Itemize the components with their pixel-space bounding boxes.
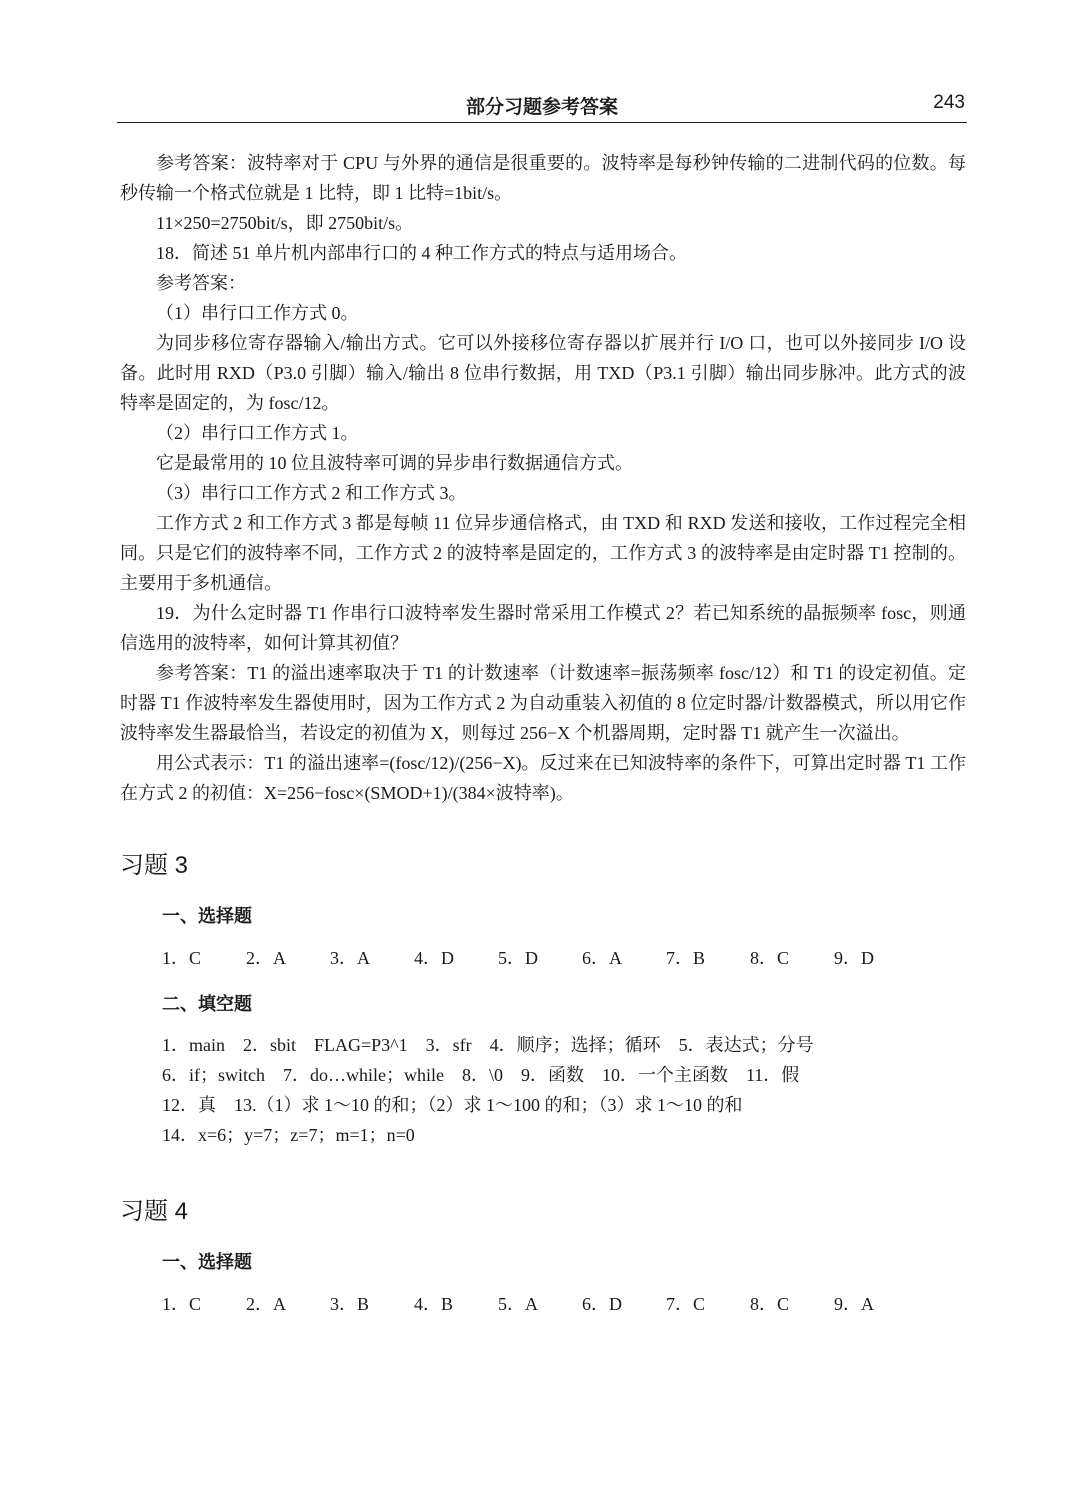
- paragraph: （3）串行口工作方式 2 和工作方式 3。: [156, 483, 467, 503]
- answer-item: 7．B: [666, 948, 706, 968]
- answer-item: 1．C: [162, 1294, 202, 1314]
- paragraph: 参考答案：T1 的溢出速率取决于 T1 的计数速率（计数速率=振荡频率 fosc/12）和 T1 的设定初值。定时器 T1 作波特率发生器使用时，因为工作方式 2 为自动重装入初值的 8 位定时器/计数器模式，所以用它作波特率发生器最恰当，若设定的初值为 X，则每过 256−X 个机器周期，定时器 T1 就产生一次溢出。: [120, 663, 966, 743]
- paragraph: 工作方式 2 和工作方式 3 都是每帧 11 位异步通信格式，由 TXD 和 RXD 发送和接收，工作过程完全相同。只是它们的波特率不同，工作方式 2 的波特率是固定的，工作方式 3 的波特率是由定时器 T1 控制的。主要用于多机通信。: [120, 513, 966, 593]
- paragraph: 18．简述 51 单片机内部串行口的 4 种工作方式的特点与适用场合。: [156, 243, 687, 263]
- paragraph: 11×250=2750bit/s，即 2750bit/s。: [156, 213, 414, 233]
- answer-item: 4．D: [414, 948, 454, 968]
- fill-line: 1．main 2．sbit FLAG=P3^1 3．sfr 4．顺序；选择；循环 5．表达式；分号: [162, 1035, 814, 1055]
- answer-item: 4．B: [414, 1294, 454, 1314]
- fill-line: 14．x=6；y=7；z=7；m=1；n=0: [162, 1125, 415, 1145]
- answer-item: 5．A: [498, 1294, 538, 1314]
- section-title-4: 习题 4: [120, 1198, 189, 1225]
- paragraph: 参考答案：: [156, 273, 246, 293]
- running-title: 部分习题参考答案: [465, 97, 618, 118]
- answer-item: 2．A: [246, 1294, 286, 1314]
- answer-item: 5．D: [498, 948, 538, 968]
- answer-item: 3．B: [330, 1294, 370, 1314]
- paragraph: （2）串行口工作方式 1。: [156, 423, 359, 443]
- section-title-3: 习题 3: [120, 852, 189, 879]
- fill-line: 12．真 13.（1）求 1～10 的和；（2）求 1～100 的和；（3）求 1～10 的和: [162, 1095, 743, 1115]
- answer-text-block: [120, 148, 966, 808]
- fill-answers-3: [162, 1030, 966, 1150]
- paragraph: 19．为什么定时器 T1 作串行口波特率发生器时常采用工作模式 2？若已知系统的晶振频率 fosc，则通信选用的波特率，如何计算其初值？: [120, 603, 966, 653]
- page-number: 243: [933, 92, 965, 113]
- page-body: [120, 148, 966, 1320]
- choice-answers-3: [162, 942, 966, 974]
- paragraph: 为同步移位寄存器输入/输出方式。它可以外接移位寄存器以扩展并行 I/O 口，也可以外接同步 I/O 设备。此时用 RXD（P3.0 引脚）输入/输出 8 位串行数据，用 TXD（P3.1 引脚）输出同步脉冲。此方式的波特率是固定的，为 fosc/12。: [120, 333, 966, 413]
- choice-heading-4: 一、选择题: [162, 1252, 252, 1272]
- paragraph: 参考答案：波特率对于 CPU 与外界的通信是很重要的。波特率是每秒钟传输的二进制代码的位数。每秒传输一个格式位就是 1 比特，即 1 比特=1bit/s。: [120, 153, 966, 203]
- paragraph: （1）串行口工作方式 0。: [156, 303, 359, 323]
- paragraph: 它是最常用的 10 位且波特率可调的异步串行数据通信方式。: [156, 453, 633, 473]
- choice-answers-4: [162, 1288, 966, 1320]
- paragraph: 用公式表示：T1 的溢出速率=(fosc/12)/(256−X)。反过来在已知波特率的条件下，可算出定时器 T1 工作在方式 2 的初值：X=256−fosc×(SMOD+1)/(384×波特率)。: [120, 753, 966, 803]
- fill-heading-3: 二、填空题: [162, 994, 252, 1014]
- answer-item: 6．D: [582, 1294, 622, 1314]
- answer-item: 9．D: [834, 948, 874, 968]
- answer-item: 9．A: [834, 1294, 874, 1314]
- answer-item: 8．C: [750, 948, 790, 968]
- answer-item: 2．A: [246, 948, 286, 968]
- fill-line: 6．if；switch 7．do…while；while 8．\0 9．函数 10．一个主函数 11．假: [162, 1065, 800, 1085]
- answer-item: 3．A: [330, 948, 370, 968]
- answer-item: 7．C: [666, 1294, 706, 1314]
- answer-item: 1．C: [162, 948, 202, 968]
- page-header: [117, 86, 967, 123]
- answer-item: 8．C: [750, 1294, 790, 1314]
- answer-item: 6．A: [582, 948, 622, 968]
- choice-heading-3: 一、选择题: [162, 906, 252, 926]
